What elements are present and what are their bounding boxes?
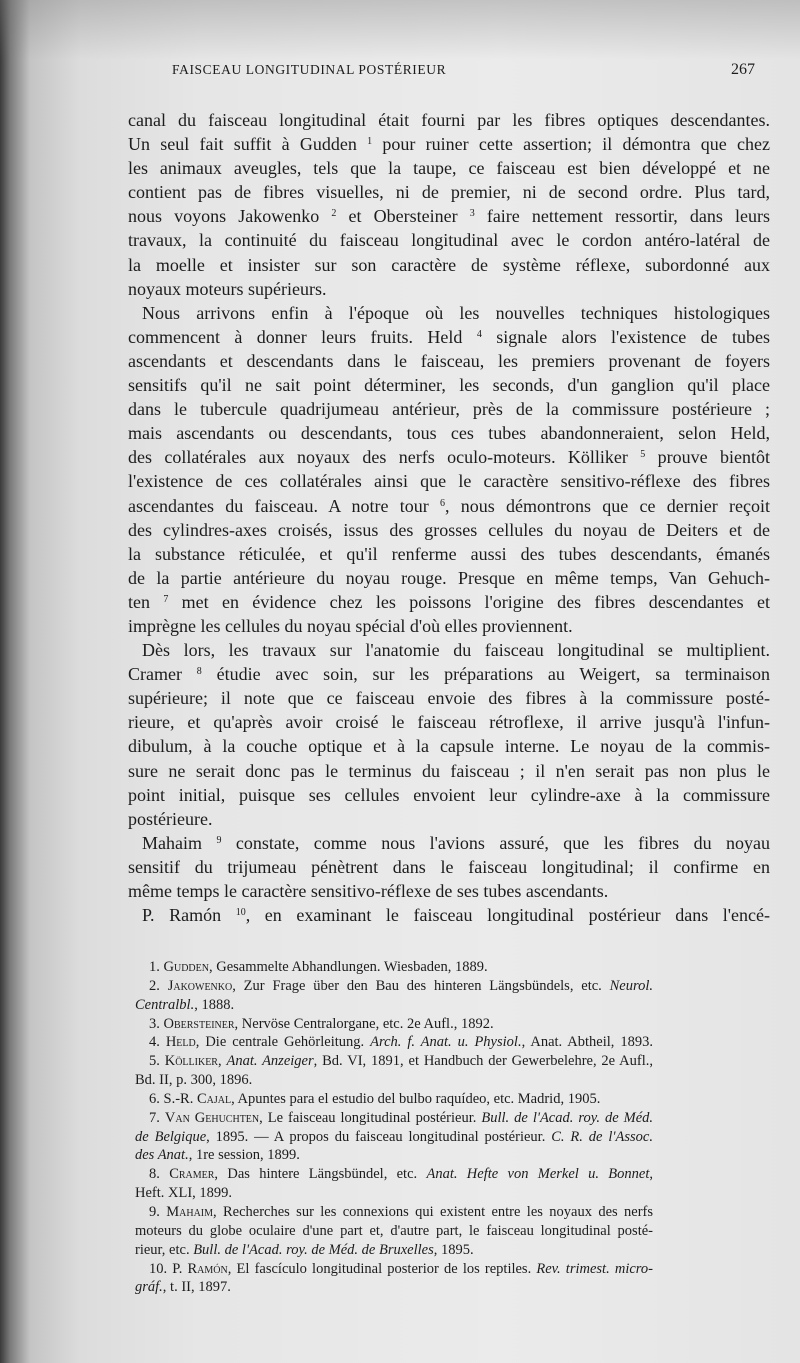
body-line xyxy=(128,253,770,277)
text-run: Mahaim xyxy=(142,832,217,853)
italic-title: Rev. trimest. micro- xyxy=(536,1260,653,1277)
body-line xyxy=(128,686,770,710)
body-line xyxy=(128,325,770,349)
text-run: rieure, et qu'après avoir croisé le faisceau rétroflexe, il arrive jusqu'à l'infun- xyxy=(128,712,770,733)
text-run: , Zur Frage über den Bau des hinteren Längsbündels, etc. xyxy=(232,977,610,994)
body-line xyxy=(128,469,770,493)
body-line xyxy=(128,445,770,469)
italic-title: gráf. xyxy=(135,1279,163,1296)
text-run: pour ruiner cette assertion; il démontra que chez xyxy=(372,134,770,155)
text-run: moteurs du globe oculaire d'une part et, d'autre part, le faisceau longitudinal posté- xyxy=(135,1222,653,1239)
italic-title: Neurol. xyxy=(609,977,653,994)
text-run: , xyxy=(217,1053,227,1070)
body-line xyxy=(128,807,770,831)
footnote-reference: 3 xyxy=(469,208,475,220)
text-run: Nous arrivons enfin à l'époque où les nouvelles techniques histologiques xyxy=(142,302,770,323)
text-run: Un seul fait suffit à Gudden xyxy=(128,134,368,155)
body-line xyxy=(128,831,770,855)
body-line xyxy=(128,349,770,373)
italic-title: de Belgique xyxy=(135,1128,207,1145)
footnote-reference: 10 xyxy=(235,907,246,919)
body-line xyxy=(128,903,770,927)
body-line xyxy=(128,204,770,228)
footnote-line xyxy=(135,1260,653,1279)
text-run: et Obersteiner xyxy=(336,206,470,227)
footnote-reference: 6 xyxy=(440,497,445,509)
text-run: Dès lors, les travaux sur l'anatomie du faisceau longitudinal se multiplient. xyxy=(142,640,770,661)
body-line xyxy=(128,397,770,421)
footnote-line xyxy=(135,1128,653,1147)
body-line xyxy=(128,228,770,252)
footnote-line xyxy=(135,1033,653,1052)
footnote-line xyxy=(135,1278,653,1297)
italic-title: Bull. de l'Acad. roy. de Méd. xyxy=(481,1109,654,1126)
text-run: , Gesammelte Abhandlungen. Wiesbaden, 1889. xyxy=(208,959,488,975)
body-line xyxy=(128,759,770,783)
text-run: , Recherches sur les connexions qui existent entre les noyaux des nerfs xyxy=(213,1203,653,1220)
text-run: commencent à donner leurs fruits. Held xyxy=(128,326,477,347)
text-run: , nous démontrons que ce dernier reçoit xyxy=(445,495,770,516)
footnote-reference: 2 xyxy=(331,208,337,220)
body-line xyxy=(128,156,770,180)
text-run: travaux, la continuité du faisceau longitudinal avec le cordon antéro-latéral de xyxy=(128,230,770,251)
footnote-line xyxy=(135,1109,653,1128)
text-run: faire nettement ressortir, dans leurs xyxy=(474,206,771,227)
text-run: , t. II, 1897. xyxy=(162,1279,231,1296)
text-run: sensitif du trijumeau pénètrent dans le faisceau longitudinal; il confirme en xyxy=(128,856,770,877)
italic-title: des Anat. xyxy=(135,1147,189,1164)
body-line xyxy=(128,373,770,397)
scan-shadow xyxy=(0,0,800,60)
text-run: Cramer xyxy=(128,664,197,685)
italic-title: Anat. Hefte von Merkel u. Bonnet xyxy=(426,1166,650,1183)
text-run: 8. xyxy=(149,1166,170,1183)
text-run: , Die centrale Gehörleitung. xyxy=(195,1034,371,1051)
text-run: signale alors l'existence de tubes xyxy=(481,326,771,347)
author-name: Ramón xyxy=(187,1260,228,1277)
body-line xyxy=(128,494,770,518)
text-run: , Nervöse Centralorgane, etc. 2e Aufl., 1892. xyxy=(234,1015,494,1032)
text-run: 1. xyxy=(149,959,164,975)
text-run: , Le faisceau longitudinal postérieur. xyxy=(259,1109,482,1126)
italic-title: Anat. Anzeiger xyxy=(226,1053,314,1070)
text-run: 3. xyxy=(149,1015,164,1032)
footnote-line xyxy=(135,1146,653,1165)
footnote-reference: 9 xyxy=(216,834,222,846)
text-run: 10. P. xyxy=(149,1260,188,1277)
body-line xyxy=(128,518,770,542)
text-run: , en examinant le faisceau longitudinal postérieur dans l'encé- xyxy=(245,905,771,926)
text-run: 5. xyxy=(149,1053,165,1070)
footnote-line xyxy=(135,1015,653,1034)
text-run: contient pas de fibres visuelles, ni de premier, ni de second ordre. Plus tard, xyxy=(128,182,770,203)
text-run: de la partie antérieure du noyau rouge. Presque en même temps, Van Gehuch- xyxy=(128,567,770,588)
author-name: Cramer xyxy=(169,1166,215,1183)
text-run: , Das hintere Längsbündel, etc. xyxy=(214,1166,427,1183)
body-line xyxy=(128,566,770,590)
text-run: canal du faisceau longitudinal était fourni par les fibres optiques descendantes. xyxy=(128,110,770,130)
text-run: mais ascendants ou descendants, tous ces tubes abandonneraient, selon Held, xyxy=(128,423,770,444)
text-run: , Bd. VI, 1891, et Handbuch der Gewerbelehre, 2e Aufl., xyxy=(313,1053,654,1070)
body-line xyxy=(128,855,770,879)
italic-title: Bull. de l'Acad. roy. de Méd. de Bruxelles xyxy=(193,1241,434,1258)
footnote-line xyxy=(135,1222,653,1241)
footnote-line xyxy=(135,958,653,977)
text-run: Heft. XLI, 1899. xyxy=(135,1185,233,1202)
text-run: même temps le caractère sensitivo-réflexe de ses tubes ascendants. xyxy=(128,881,609,901)
text-run: des collatérales aux noyaux des nerfs oculo-moteurs. Kölliker xyxy=(128,447,641,468)
body-line xyxy=(128,108,770,132)
text-run: 9. xyxy=(149,1203,167,1220)
body-line xyxy=(128,421,770,445)
page-number: 267 xyxy=(731,61,755,78)
author-name: Kölliker xyxy=(164,1053,218,1070)
text-run: l'existence de ces collatérales ainsi que le caractère sensitivo-réflexe des fibres xyxy=(128,471,770,492)
text-run: , 1888. xyxy=(194,996,235,1013)
body-line xyxy=(128,614,770,638)
body-line xyxy=(128,710,770,734)
text-run: , 1re session, 1899. xyxy=(188,1147,300,1164)
text-run: imprègne les cellules du noyau spécial d'où elles proviennent. xyxy=(128,615,573,636)
running-title: FAISCEAU LONGITUDINAL POSTÉRIEUR xyxy=(172,62,447,77)
footnote-line xyxy=(135,977,653,996)
text-run: P. Ramón xyxy=(142,905,236,926)
footnote-line xyxy=(135,1090,653,1109)
footnote-line xyxy=(135,996,653,1015)
author-name: Held xyxy=(165,1034,196,1051)
author-name: Van Gehuchten xyxy=(164,1109,260,1126)
body-line xyxy=(128,301,770,325)
text-run: , 1895. xyxy=(433,1241,474,1258)
body-line xyxy=(128,662,770,686)
text-run: des cylindres-axes croisés, issus des grosses cellules du noyau de Deiters et de xyxy=(128,519,770,540)
text-run: les animaux aveugles, tels que la taupe, ce faisceau est bien développé et ne xyxy=(128,158,770,179)
text-run: 2. xyxy=(149,977,168,994)
text-run: , 1895. — A propos du faisceau longitudinal postérieur. xyxy=(206,1128,552,1145)
author-name: Cajal xyxy=(196,1090,232,1107)
footnote-line xyxy=(135,1241,653,1260)
body-line xyxy=(128,132,770,156)
text-run: 7. xyxy=(149,1109,165,1126)
body-line xyxy=(128,590,770,614)
text-run: 6. S.-R. xyxy=(149,1090,197,1107)
text-run: ten xyxy=(128,591,164,612)
text-run: prouve bientôt xyxy=(645,447,771,468)
text-run: constate, comme nous l'avions assuré, que les fibres du noyau xyxy=(221,832,770,853)
text-run: nous voyons Jakowenko xyxy=(128,206,332,227)
body-line xyxy=(128,277,770,301)
text-run: postérieure. xyxy=(128,808,213,829)
text-run: rieur, etc. xyxy=(135,1241,194,1258)
footnote-line xyxy=(135,1071,653,1090)
body-line xyxy=(128,180,770,204)
author-name: Gudden xyxy=(163,959,209,975)
text-run: Bd. II, p. 300, 1896. xyxy=(135,1072,253,1089)
text-run: sure ne serait donc pas le terminus du faisceau ; il n'en serait pas non plus le xyxy=(128,760,770,781)
footnote-line xyxy=(135,1165,653,1184)
text-run: point initial, puisque ses cellules envoient leur cylindre-axe à la commissure xyxy=(128,784,770,805)
footnote-reference: 5 xyxy=(640,449,646,461)
text-run: , El fascículo longitudinal posterior de los reptiles. xyxy=(227,1260,537,1277)
footnote-reference: 8 xyxy=(196,666,202,678)
text-run: ascendantes du faisceau. A notre tour xyxy=(128,495,440,516)
footnote-reference: 7 xyxy=(163,593,169,605)
italic-title: Centralbl. xyxy=(135,996,195,1013)
body-line xyxy=(128,542,770,566)
text-run: , Apuntes para el estudio del bulbo raquídeo, etc. Madrid, 1905. xyxy=(231,1090,601,1107)
italic-title: C. R. de l'Assoc. xyxy=(551,1128,653,1145)
author-name: Jakowenko xyxy=(167,977,233,994)
body-text xyxy=(128,108,770,927)
text-run: dibulum, à la couche optique et à la capsule interne. Le noyau de la commis- xyxy=(128,736,770,757)
footnote-line xyxy=(135,1052,653,1071)
body-line xyxy=(128,879,770,903)
running-header xyxy=(172,62,755,82)
text-run: met en évidence chez les poissons l'origine des fibres descendantes et xyxy=(168,591,770,612)
text-run: la moelle et insister sur son caractère de système réflexe, subordonné aux xyxy=(128,254,770,275)
footnote-reference: 4 xyxy=(476,328,482,340)
text-run: noyaux moteurs supérieurs. xyxy=(128,278,327,299)
italic-title: Arch. f. Anat. u. Physiol. xyxy=(370,1034,522,1051)
text-run: , Anat. Abtheil, 1893. xyxy=(521,1034,653,1051)
footnotes xyxy=(135,958,653,1297)
footnote-line xyxy=(135,1203,653,1222)
author-name: Mahaim xyxy=(166,1203,214,1220)
text-run: supérieure; il note que ce faisceau envoie des fibres à la commissure posté- xyxy=(128,688,770,709)
author-name: Obersteiner xyxy=(163,1015,235,1032)
text-run: 4. xyxy=(149,1034,166,1051)
text-run: , xyxy=(649,1166,653,1183)
text-run: dans le tubercule quadrijumeau antérieur, près de la commissure postérieure ; xyxy=(128,399,770,420)
body-line xyxy=(128,734,770,758)
text-run: étudie avec soin, sur les préparations au Weigert, sa terminaison xyxy=(201,664,770,685)
footnote-reference: 1 xyxy=(367,136,373,148)
footnote-line xyxy=(135,1184,653,1203)
text-run: sensitifs qu'il ne sait point déterminer, les seconds, d'un ganglion qu'il place xyxy=(128,375,770,396)
body-line xyxy=(128,783,770,807)
body-line xyxy=(128,638,770,662)
text-run: ascendants et descendants dans le faisceau, les premiers provenant de foyers xyxy=(128,350,770,371)
text-run: la substance réticulée, et qu'il renferme aussi des tubes descendants, émanés xyxy=(128,543,770,564)
